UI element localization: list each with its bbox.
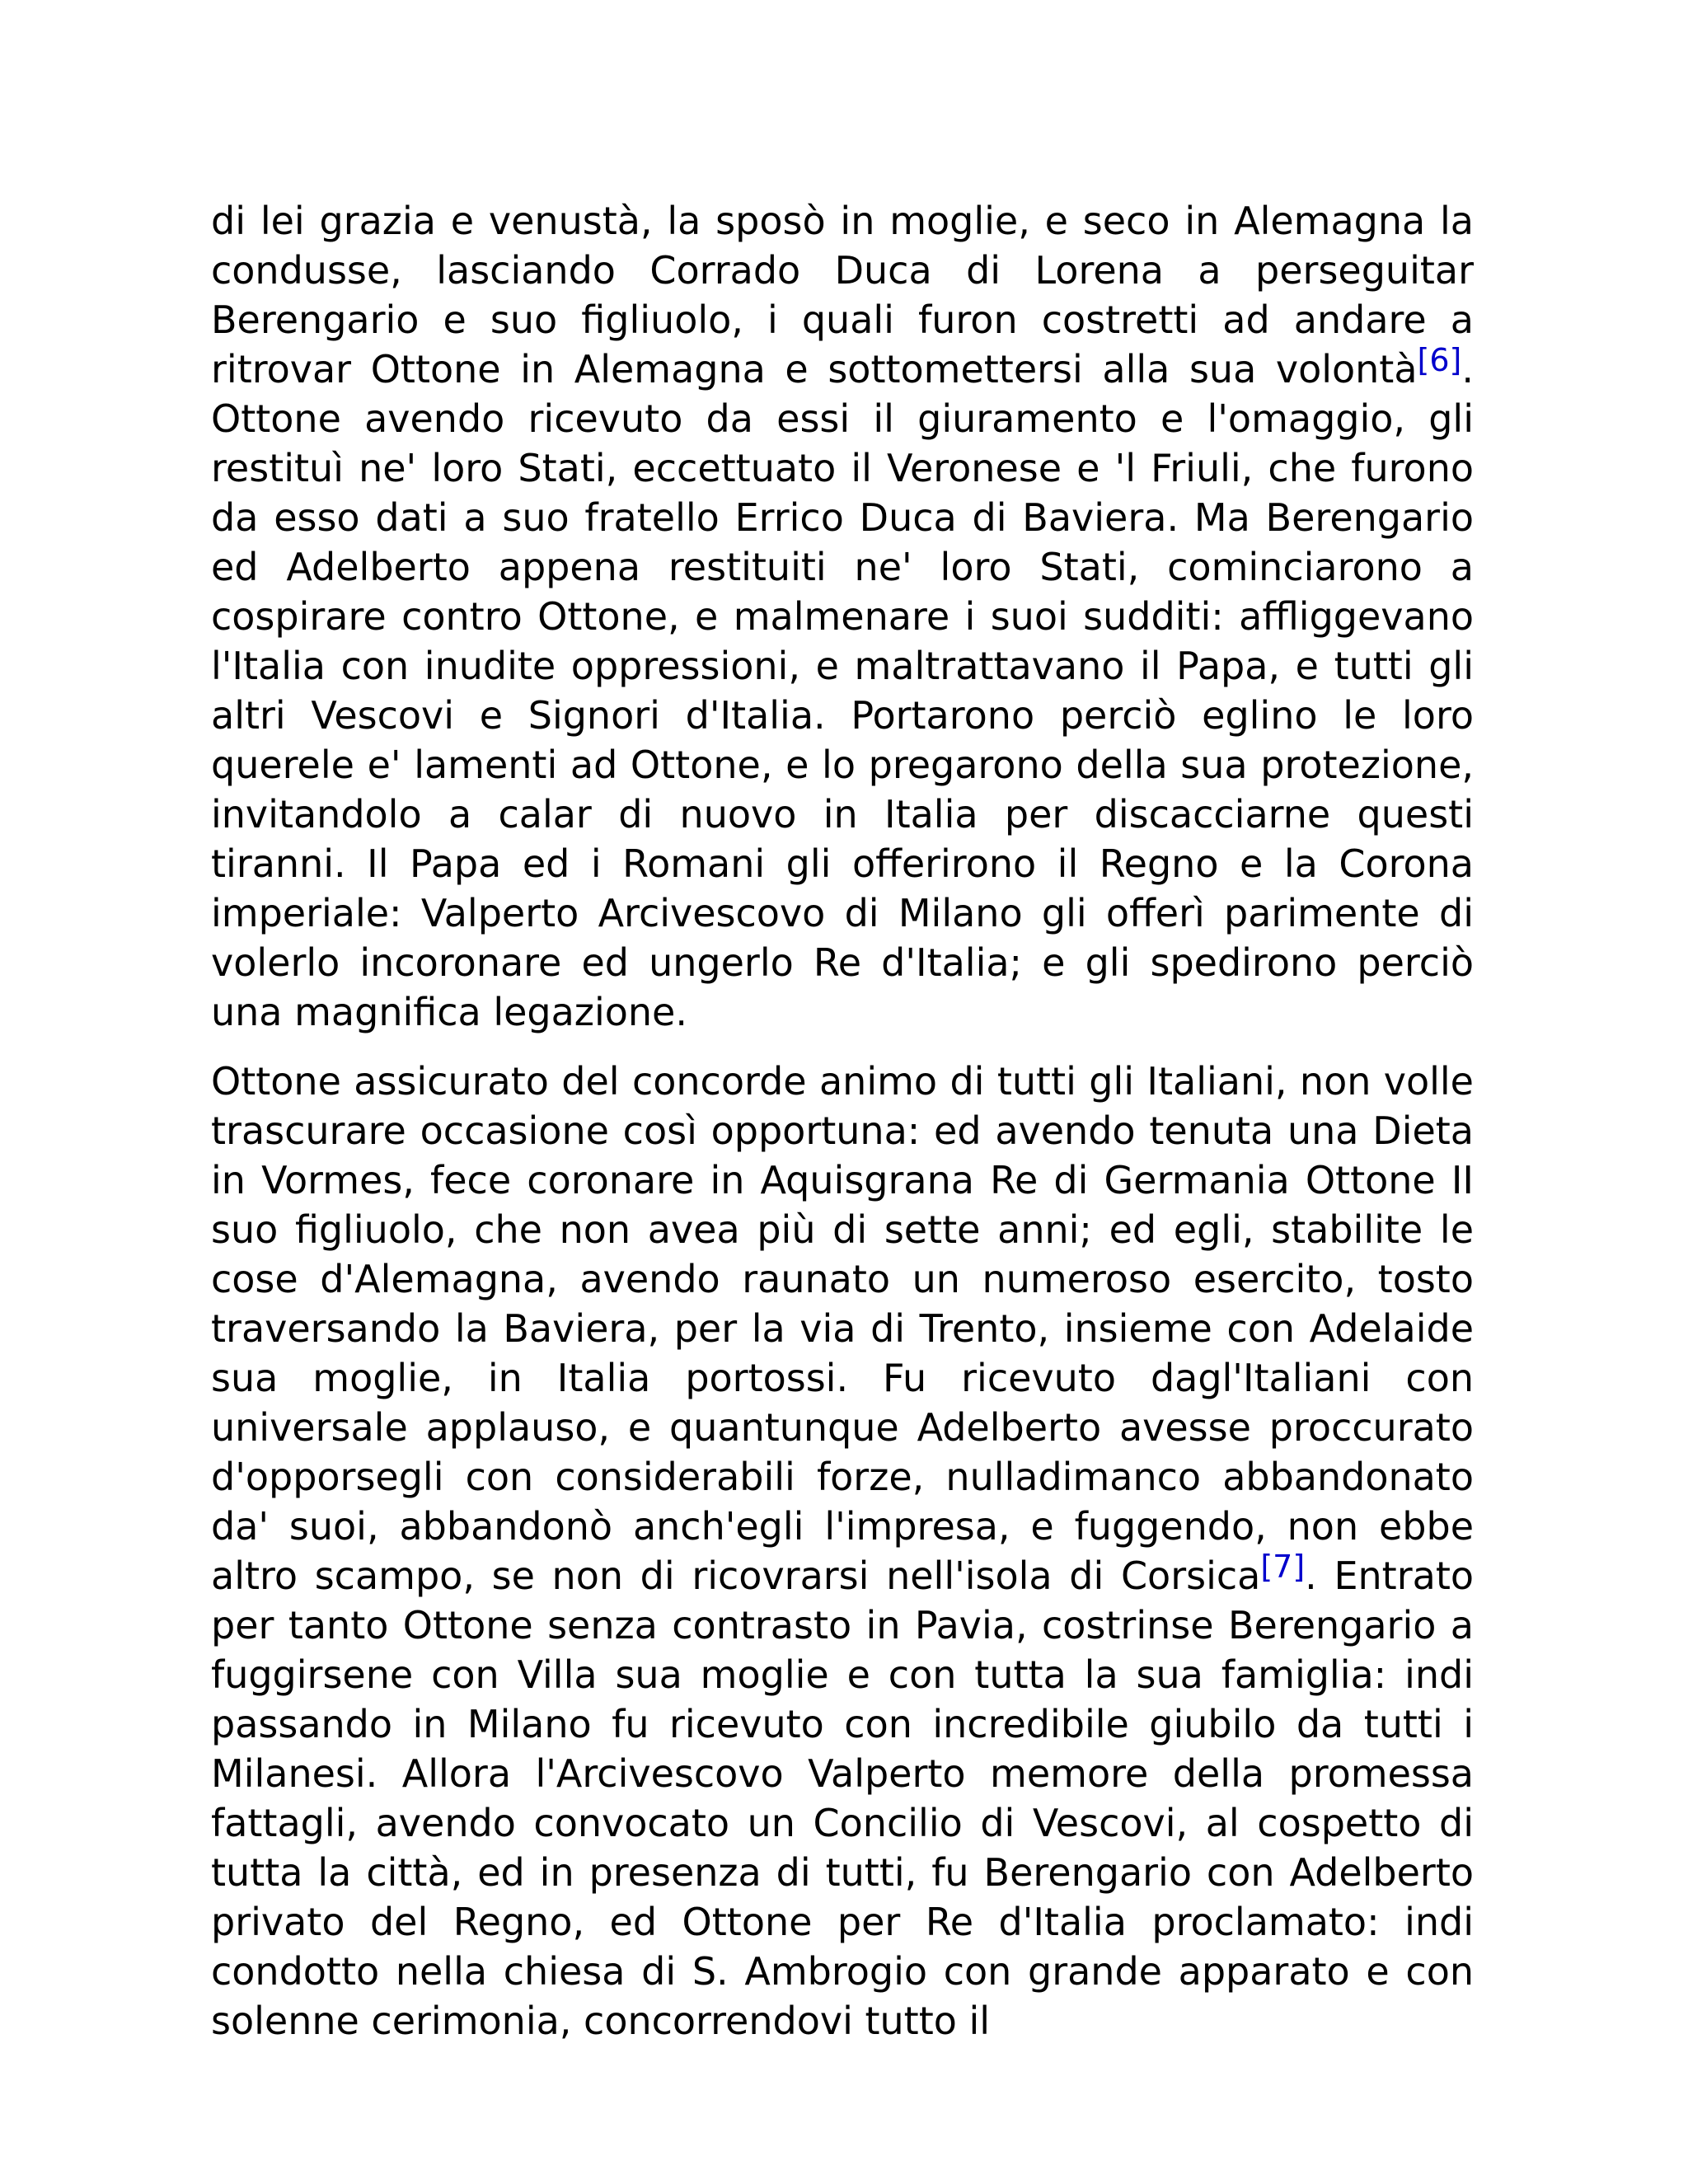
- paragraph-1-text-start: di lei grazia e venustà, la sposò in moglie, e seco in Alemagna la condusse, lasciando Corrado Duca di Lorena a perseguitar Berengario e suo figliuolo, i quali furon costretti ad andare a ritrovar Ottone in Alemagna e sottomettersi alla sua volontà: [211, 199, 1474, 391]
- paragraph-1-text-end: . Ottone avendo ricevuto da essi il giuramento e l'omaggio, gli restituì ne' loro Stati, eccettuato il Veronese e 'l Friuli, che furono da esso dati a suo fratello Errico Duca di Baviera. Ma Berengario ed Adelberto appena restituiti ne' loro Stati, cominciarono a cospirare contro Ottone, e malmenare i suoi sudditi: affliggevano l'Italia con inudite oppressioni, e maltrattavano il Papa, e tutti gli altri Vescovi e Signori d'Italia. Portarono perciò eglino le loro querele e' lamenti ad Ottone, e lo pregarono della sua protezione, invitandolo a calar di nuovo in Italia per discacciarne questi tiranni. Il Papa ed i Romani gli offerirono il Regno e la Corona imperiale: Valperto Arcivescovo di Milano gli offerì parimente di volerlo incoronare ed ungerlo Re d'Italia; e gli spedirono perciò una magnifica legazione.: [211, 347, 1474, 1034]
- paragraph-1: [211, 196, 1474, 1037]
- paragraph-2: [211, 1057, 1474, 2046]
- footnote-link-7[interactable]: [7]: [1260, 1549, 1306, 1585]
- footnote-link-6[interactable]: [6]: [1417, 342, 1462, 378]
- paragraph-2-text-start: Ottone assicurato del concorde animo di tutti gli Italiani, non volle trascurare occasione così opportuna: ed avendo tenuta una Dieta in Vormes, fece coronare in Aquisgrana Re di Germania Ottone II suo figliuolo, che non avea più di sette anni; ed egli, stabilite le cose d'Alemagna, avendo raunato un numeroso esercito, tosto traversando la Baviera, per la via di Trento, insieme con Adelaide sua moglie, in Italia portossi. Fu ricevuto dagl'Italiani con universale applauso, e quantunque Adelberto avesse proccurato d'opporsegli con considerabili forze, nulladimanco abbandonato da' suoi, abbandonò anch'egli l'impresa, e fuggendo, non ebbe altro scampo, se non di ricovrarsi nell'isola di Corsica: [211, 1059, 1474, 1598]
- paragraph-2-text-end: . Entrato per tanto Ottone senza contrasto in Pavia, costrinse Berengario a fuggirsene con Villa sua moglie e con tutta la sua famiglia: indi passando in Milano fu ricevuto con incredibile giubilo da tutti i Milanesi. Allora l'Arcivescovo Valperto memore della promessa fattagli, avendo convocato un Concilio di Vescovi, al cospetto di tutta la città, ed in presenza di tutti, fu Berengario con Adelberto privato del Regno, ed Ottone per Re d'Italia proclamato: indi condotto nella chiesa di S. Ambrogio con grande apparato e con solenne cerimonia, concorrendovi tutto il: [211, 1554, 1474, 2043]
- document-page: [211, 196, 1474, 2046]
